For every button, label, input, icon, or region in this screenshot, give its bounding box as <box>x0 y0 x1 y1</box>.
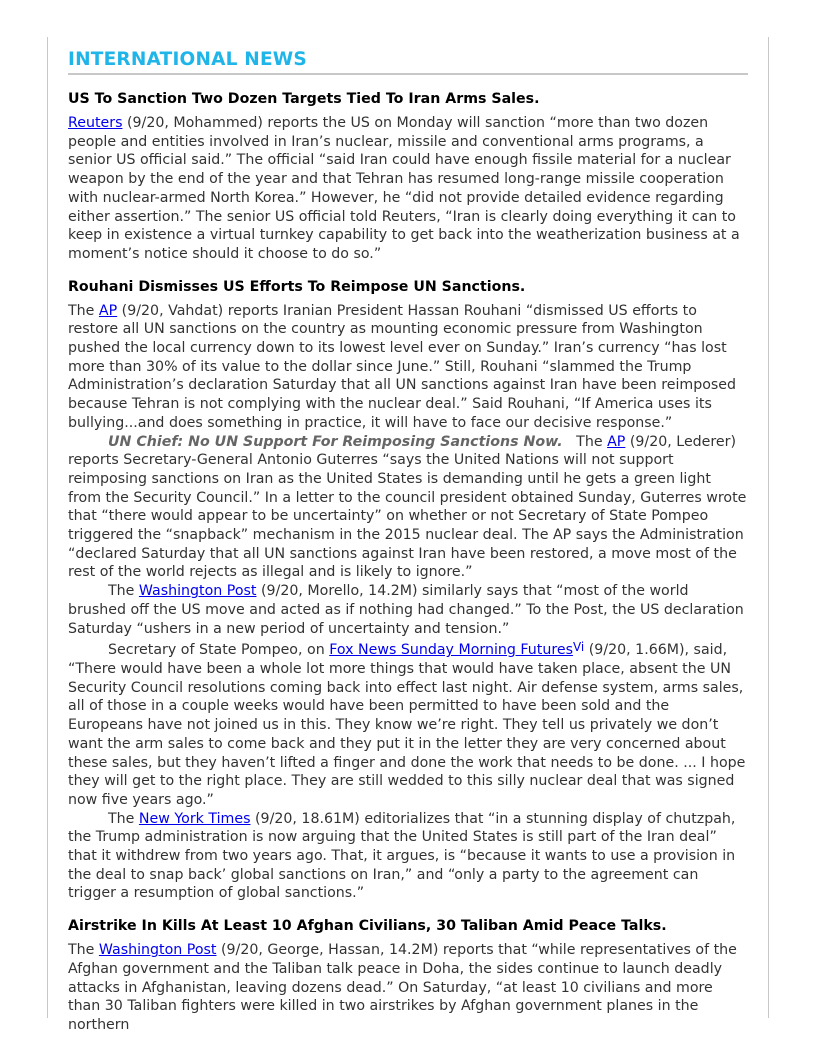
story-paragraph: The Washington Post (9/20, Morello, 14.2M) similarly says that “most of the world brushed off the US move and acted as if nothing had changed.” To the Post, the US declaration Saturday “ushers in a new period of uncertainty and tension.” <box>68 583 744 637</box>
source-link-fox-news[interactable]: Fox News Sunday Morning Futures <box>329 642 573 659</box>
source-link-reuters[interactable]: Reuters <box>68 115 123 131</box>
video-badge[interactable]: Vi <box>572 640 585 655</box>
subheadline: UN Chief: No UN Support For Reimposing Sanctions Now. <box>108 433 563 450</box>
story-rouhani <box>68 277 748 904</box>
source-link-ap[interactable]: AP <box>607 433 626 450</box>
story-paragraph: Reuters (9/20, Mohammed) reports the US on Monday will sanction “more than two dozen people and entities involved in Iran’s nuclear, missile and conventional arms programs, a senior US official said.” The official “said Iran could have enough fissile material for a nuclear weapon by the end of the year and that Tehran has resumed long-range missile cooperation with nuclear-armed North Korea.” However, he “did not provide detailed evidence regarding either assertion.” The senior US official told Reuters, “Iran is clearly doing everything it can to keep in existence a virtual turnkey capability to get back into the weatherization business at a moment’s notice should it choose to do so.” <box>68 115 740 262</box>
source-link-washington-post[interactable]: Washington Post <box>98 942 217 959</box>
story-afghan-airstrike <box>68 916 748 1035</box>
newsletter-content <box>68 48 748 1048</box>
source-link-washington-post[interactable]: Washington Post <box>138 583 257 600</box>
story-paragraph: Secretary of State Pompeo, on Fox News Sunday Morning Futures$^{Vi}$ (9/20, 1.66M), said, “There would have been a whole lot more things that would have taken place, absent the UN Security Council resolutions coming back into effect last night. Air defense system, arms sales, all of those in a couple weeks would have been permitted to have been sold and the Europeans have not joined us in this. They know we’re right. They tell us privately we don’t want the arm sales to come back and they put it in the letter they are very concerned about these sales, but they haven’t lifted a finger and done the work that needs to be done. ... I hope they will get to the right place. They are still wedded to this silly nuclear deal that was signed now five years ago.” <box>68 640 746 808</box>
story-paragraph: The New York Times (9/20, 18.61M) editorializes that “in a stunning display of chutzpah, the Trump administration is now arguing that the United States is still part of the Iran deal” that it withdrew from two years ago. That, it argues, is “because it wants to use a provision in the deal to snap back’ global sanctions on Iran,” and “only a party to the agreement can trigger a resumption of global sanctions.” <box>68 810 736 902</box>
source-link-nyt[interactable]: New York Times <box>138 810 251 827</box>
story-headline: Airstrike In Kills At Least 10 Afghan Civilians, 30 Taliban Amid Peace Talks. <box>68 918 667 935</box>
story-paragraph: The AP (9/20, Vahdat) reports Iranian President Hassan Rouhani “dismissed US efforts to restore all UN sanctions on the country as mounting economic pressure from Washington pushed the local currency down to its lowest level ever on Sunday.” Iran’s currency “has lost more than 30% of its value to the dollar since June.” Still, Rouhani “slammed the Trump Administration’s declaration Saturday that all UN sanctions against Iran have been reimposed because Tehran is not complying with the nuclear deal.” Said Rouhani, “If America uses its bullying...and does something in practice, it will have to face our decisive response.” <box>68 302 737 431</box>
story-paragraph: UN Chief: No UN Support For Reimposing Sanctions Now. The AP (9/20, Lederer) reports Secretary-General Antonio Guterres “says the United Nations will not support reimposing sanctions on Iran as the United States is demanding until he gets a green light from the Security Council.” In a letter to the council president obtained Sunday, Guterres wrote that “there would appear to be uncertainty” on whether or not Secretary of State Pompeo triggered the “snapback” mechanism in the 2015 nuclear deal. The AP says the Administration “declared Saturday that all UN sanctions against Iran have been restored, a move most of the rest of the world rejects as illegal and is likely to ignore.” <box>68 433 747 581</box>
story-paragraph: The Washington Post (9/20, George, Hassan, 14.2M) reports that “while representatives of the Afghan government and the Taliban talk peace in Doha, the sides continue to launch deadly attacks in Afghanistan, leaving dozens dead.” On Saturday, “at least 10 civilians and more than 30 Taliban fighters were killed in two airstrikes by Afghan government planes in the northern <box>68 942 737 1033</box>
story-us-sanctions <box>68 89 748 264</box>
story-headline: US To Sanction Two Dozen Targets Tied To Iran Arms Sales. <box>68 91 540 107</box>
source-link-ap[interactable]: AP <box>98 302 118 319</box>
story-headline: Rouhani Dismisses US Efforts To Reimpose UN Sanctions. <box>68 278 526 295</box>
section-title: INTERNATIONAL NEWS <box>68 48 748 75</box>
